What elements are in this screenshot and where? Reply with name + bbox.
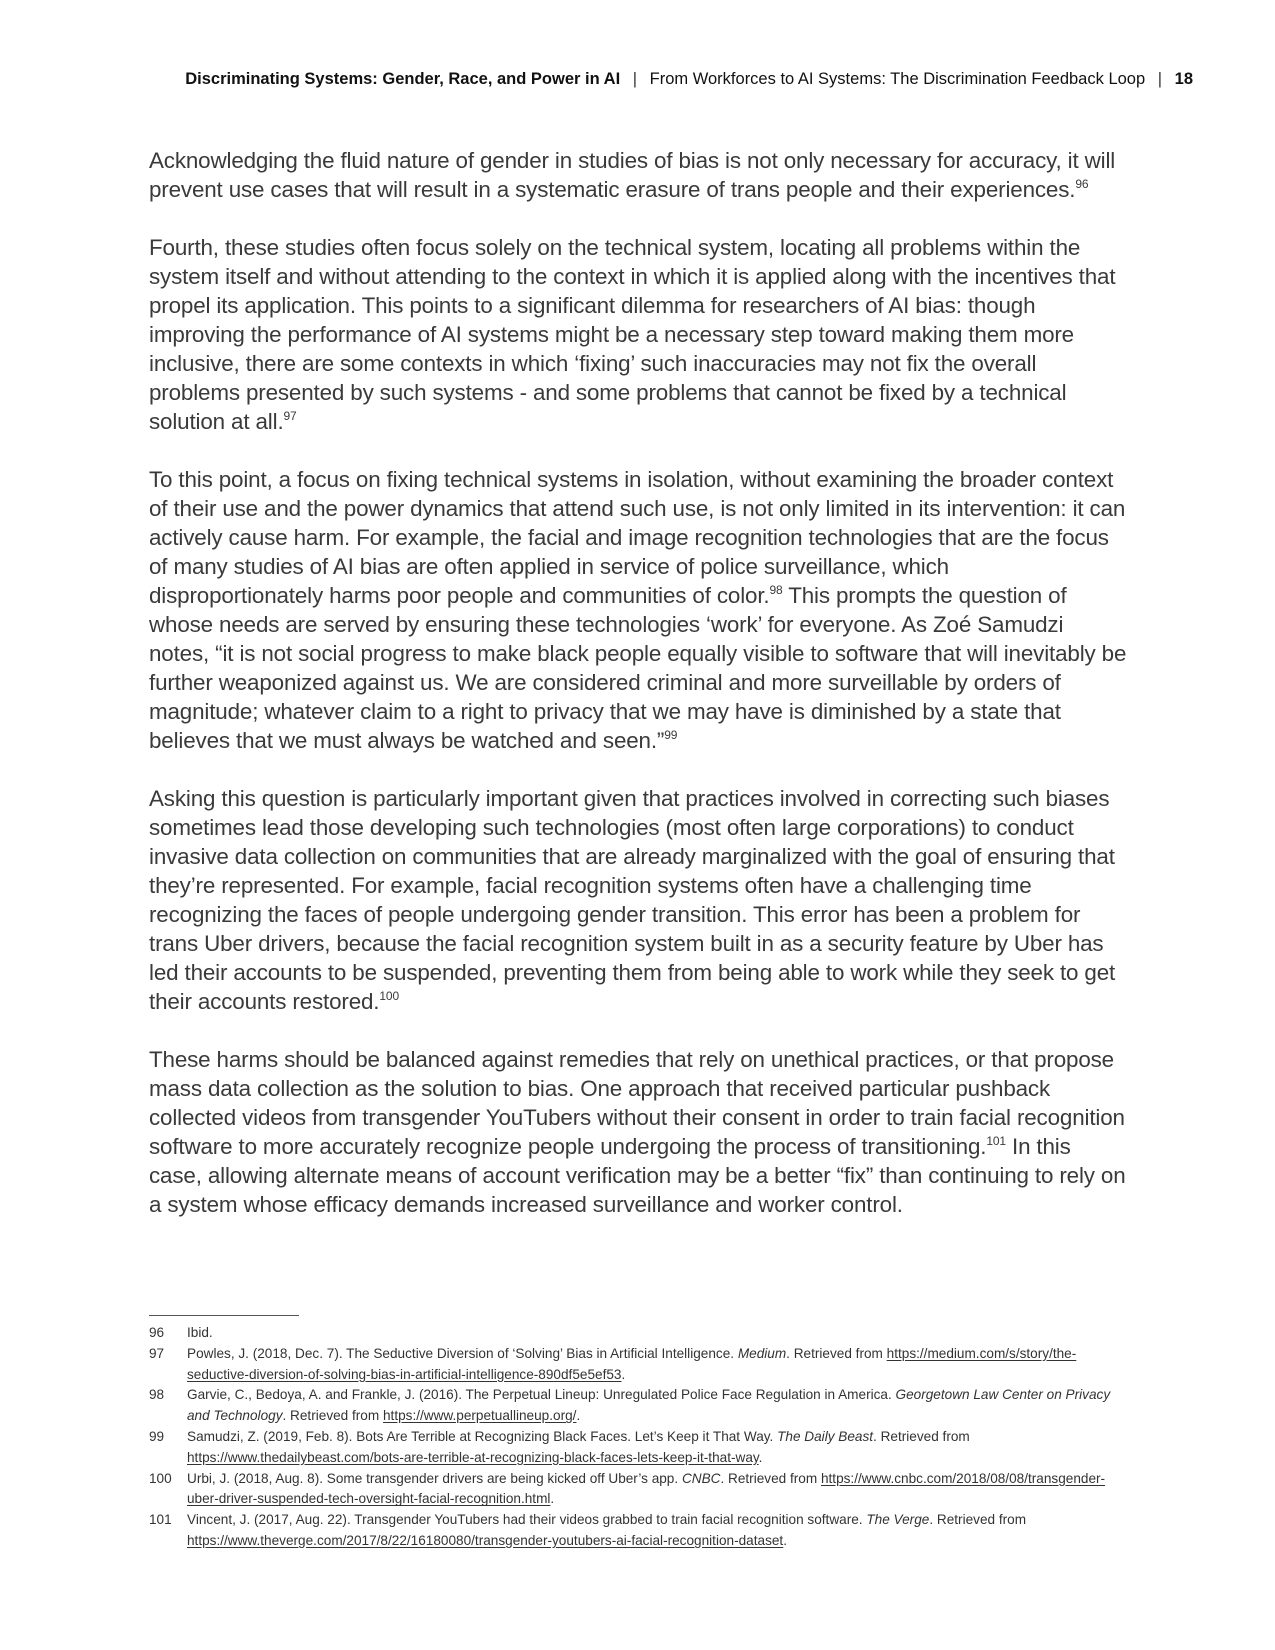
footnote bbox=[149, 1385, 1129, 1427]
footnote bbox=[149, 1510, 1129, 1552]
body-text bbox=[149, 146, 1129, 1248]
footnote-link[interactable]: https://www.cnbc.com/2018/08/08/transgender-uber-driver-suspended-tech-oversight-facial-recognition.html bbox=[187, 1470, 1106, 1507]
footnote bbox=[149, 1323, 1129, 1344]
paragraph bbox=[149, 233, 1129, 436]
footnote-ref[interactable]: 96 bbox=[1075, 176, 1089, 191]
footnote-number: 100 bbox=[149, 1470, 172, 1486]
footnote-text: Garvie, C., Bedoya, A. and Frankle, J. (2016). The Perpetual Lineup: Unregulated Police Face Regulation in America. Georgetown Law Center on Privacy and Technology. Retrieved from https://www.perpetuallineup.org/. bbox=[187, 1387, 1111, 1424]
footnote-number: 99 bbox=[149, 1428, 165, 1444]
footnote-link[interactable]: https://www.thedailybeast.com/bots-are-terrible-at-recognizing-black-faces-lets-keep-it-that-way bbox=[187, 1449, 759, 1465]
document-title: Discriminating Systems: Gender, Race, and Power in AI bbox=[185, 70, 621, 88]
paragraph bbox=[149, 1045, 1129, 1219]
footnote bbox=[149, 1469, 1129, 1511]
footnote-number: 101 bbox=[149, 1512, 172, 1528]
footnote-text: Vincent, J. (2017, Aug. 22). Transgender YouTubers had their videos grabbed to train facial recognition software. The Verge. Retrieved from https://www.theverge.com/2017/8/22/16180080/transgender-youtubers-ai-facial-recognition-dataset. bbox=[187, 1512, 1027, 1548]
paragraph-text: These harms should be balanced against remedies that rely on unethical practices, or that propose mass data collection as the solution to bias. One approach that received particular pushback collected videos from transgender YouTubers without their consent in order to train facial recognition software to more accurately recognize people undergoing the process of transitioning. bbox=[149, 1047, 1125, 1159]
paragraph-text: Acknowledging the fluid nature of gender in studies of bias is not only necessary for accuracy, it will prevent use cases that will result in a systematic erasure of trans people and their experiences. bbox=[149, 148, 1116, 202]
footnote-number: 98 bbox=[149, 1387, 165, 1403]
footnote-number: 97 bbox=[149, 1345, 165, 1361]
paragraph bbox=[149, 784, 1129, 1016]
footnote-number: 96 bbox=[149, 1325, 165, 1340]
source-title: CNBC bbox=[681, 1470, 721, 1486]
paragraph bbox=[149, 146, 1129, 204]
paragraph-text: This prompts the question of whose needs are served by ensuring these technologies ‘work’ for everyone. As Zoé Samudzi notes, “it is not social progress to make black people equally visible to software that will inevitably be further weaponized against us. We are considered criminal and more surveillable by orders of magnitude; whatever claim to a right to privacy that we may have is diminished by a state that believes that we must always be watched and seen.” bbox=[149, 583, 1127, 753]
paragraph-text: Asking this question is particularly important given that practices involved in correcting such biases sometimes lead those developing such technologies (most often large corporations) to conduct invasive data collection on communities that are already marginalized with the goal of ensuring that they’re represented. For example, facial recognition systems often have a challenging time recognizing the faces of people undergoing gender transition. This error has been a problem for trans Uber drivers, because the facial recognition system built in as a security feature by Uber has led their accounts to be suspended, preventing them from being able to work while they seek to get their accounts restored. bbox=[149, 786, 1116, 1014]
footnotes bbox=[149, 1323, 1129, 1552]
source-title: The Verge bbox=[866, 1512, 930, 1528]
footnote-divider bbox=[149, 1315, 299, 1316]
footnote-text: Urbi, J. (2018, Aug. 8). Some transgender drivers are being kicked off Uber’s app. CNBC. Retrieved from https://www.cnbc.com/2018/08/08/transgender-uber-driver-suspended-tech-oversight-facial-recognition.html. bbox=[187, 1470, 1106, 1507]
paragraph-text: In this case, allowing alternate means of account verification may be a better “fix” than continuing to rely on a system whose efficacy demands increased surveillance and worker control. bbox=[149, 1134, 1126, 1217]
footnote bbox=[149, 1344, 1129, 1386]
paragraph-text: To this point, a focus on fixing technical systems in isolation, without examining the broader context of their use and the power dynamics that attend such use, is not only limited in its intervention: it can actively cause harm. For example, the facial and image recognition technologies that are the focus of many studies of AI bias are often applied in service of police surveillance, which disproportionately harms poor people and communities of color. bbox=[149, 467, 1126, 608]
footnote-text: Powles, J. (2018, Dec. 7). The Seductive Diversion of ‘Solving’ Bias in Artificial Intelligence. Medium. Retrieved from https://medium.com/s/story/the-seductive-diversion-of-solving-bias-in-artificial-intelligence-890df5e5ef53. bbox=[187, 1345, 1077, 1382]
paragraph bbox=[149, 465, 1129, 755]
source-title: Medium bbox=[737, 1345, 787, 1361]
header-divider: | bbox=[632, 70, 638, 88]
page-number: 18 bbox=[1174, 70, 1193, 88]
paragraph-text: Fourth, these studies often focus solely on the technical system, locating all problems within the system itself and without attending to the context in which it is applied along with the incentives that propel its application. This points to a significant dilemma for researchers of AI bias: though improving the performance of AI systems might be a necessary step toward making them more inclusive, there are some contexts in which ‘fixing’ such inaccuracies may not fix the overall problems presented by such systems - and some problems that cannot be fixed by a technical solution at all. bbox=[149, 235, 1116, 434]
footnote-link[interactable]: https://www.perpetuallineup.org/ bbox=[382, 1408, 577, 1424]
footnote-ref[interactable]: 99 bbox=[664, 727, 678, 742]
running-header bbox=[185, 70, 1193, 89]
source-title: The Daily Beast bbox=[777, 1428, 874, 1444]
footnote-link[interactable]: https://www.theverge.com/2017/8/22/16180080/transgender-youtubers-ai-facial-recognition-dataset bbox=[187, 1532, 784, 1548]
footnote bbox=[149, 1427, 1129, 1469]
footnote-ref[interactable]: 97 bbox=[283, 408, 297, 423]
footnote-text: Samudzi, Z. (2019, Feb. 8). Bots Are Terrible at Recognizing Black Faces. Let’s Keep it That Way. The Daily Beast. Retrieved from https://www.thedailybeast.com/bots-are-terrible-at-recognizing-black-faces-lets-keep-it-that-way. bbox=[187, 1428, 970, 1465]
header-divider: | bbox=[1157, 70, 1163, 88]
section-title: From Workforces to AI Systems: The Discrimination Feedback Loop bbox=[649, 70, 1146, 88]
footnote-text: Ibid. bbox=[187, 1325, 213, 1340]
footnote-ref[interactable]: 101 bbox=[986, 1133, 1006, 1148]
footnote-link[interactable]: https://medium.com/s/story/the-seductive-diversion-of-solving-bias-in-artificial-intelligence-890df5e5ef53 bbox=[187, 1345, 1077, 1382]
source-title: Georgetown Law Center on Privacy and Technology bbox=[187, 1387, 1111, 1424]
footnote-ref[interactable]: 100 bbox=[379, 988, 399, 1003]
footnote-ref[interactable]: 98 bbox=[769, 582, 783, 597]
